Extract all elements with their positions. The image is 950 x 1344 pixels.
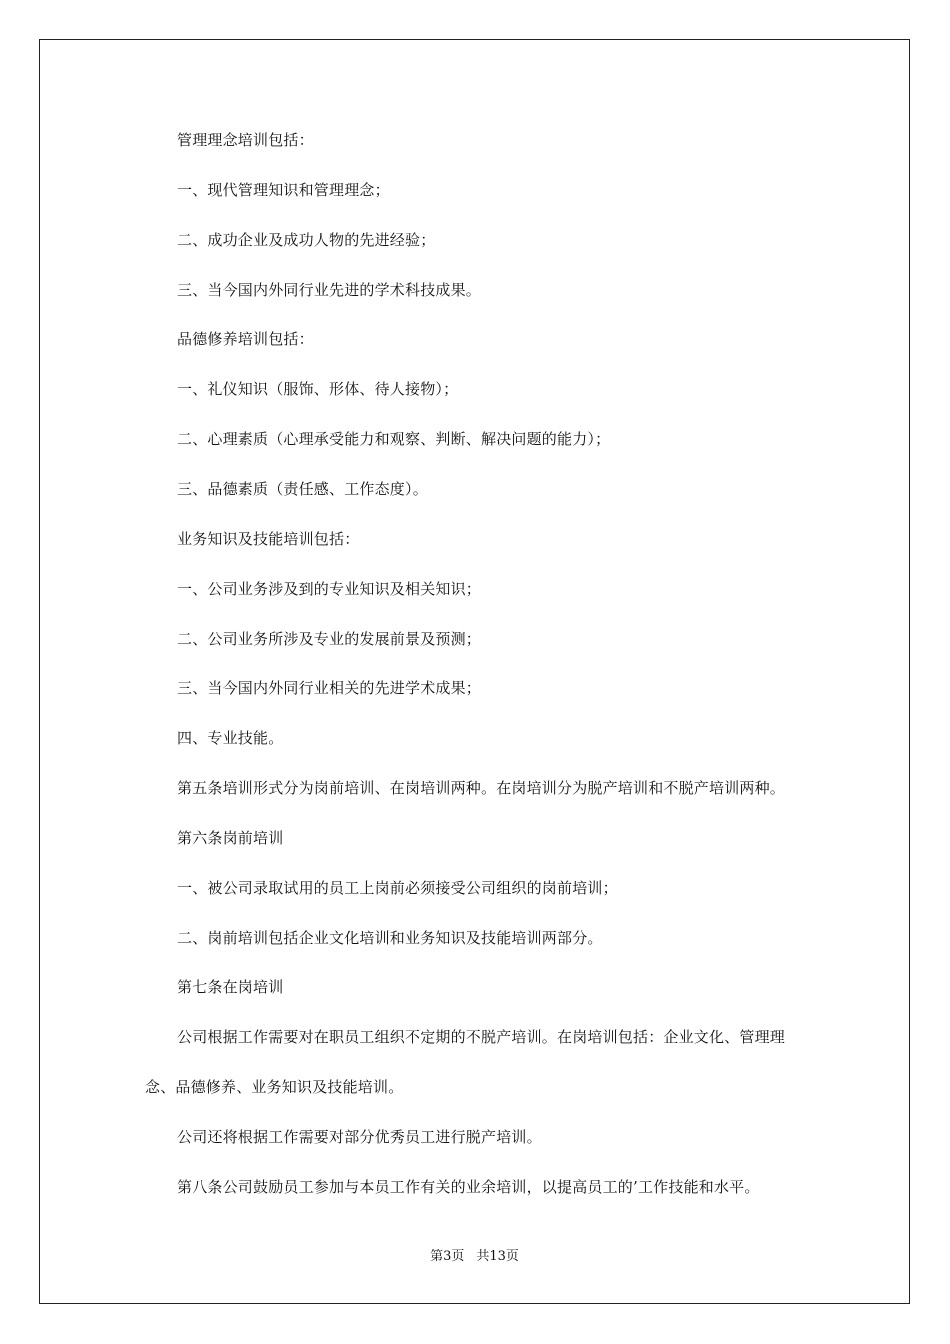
paragraph: 公司根据工作需要对在职员工组织不定期的不脱产培训。在岗培训包括：企业文化、管理理 <box>177 1028 786 1046</box>
paragraph: 业务知识及技能培训包括： <box>177 530 360 548</box>
paragraph: 管理理念培训包括： <box>177 131 314 149</box>
page-number: 第3页 <box>430 1249 465 1264</box>
paragraph: 第五条培训形式分为岗前培训、在岗培训两种。在岗培训分为脱产培训和不脱产培训两种。 <box>177 779 786 797</box>
paragraph: 三、当今国内外同行业先进的学术科技成果。 <box>177 281 482 299</box>
paragraph: 一、礼仪知识（服饰、形体、待人接物）； <box>177 380 459 398</box>
paragraph: 二、公司业务所涉及专业的发展前景及预测； <box>177 630 482 648</box>
paragraph: 第七条在岗培训 <box>177 978 284 996</box>
paragraph: 三、品德素质（责任感、工作态度）。 <box>177 480 428 498</box>
paragraph: 二、成功企业及成功人物的先进经验； <box>177 231 436 249</box>
paragraph: 一、被公司录取试用的员工上岗前必须接受公司组织的岗前培训； <box>177 879 618 897</box>
paragraph: 第八条公司鼓励员工参加与本员工作有关的业余培训，以提高员工的’工作技能和水平。 <box>177 1178 760 1196</box>
paragraph: 一、现代管理知识和管理理念； <box>177 181 390 199</box>
paragraph: 四、专业技能。 <box>177 729 284 747</box>
paragraph: 二、岗前培训包括企业文化培训和业务知识及技能培训两部分。 <box>177 929 603 947</box>
paragraph-continuation: 念、品德修养、业务知识及技能培训。 <box>145 1078 404 1096</box>
page-footer <box>40 1248 909 1266</box>
document-body <box>40 40 909 1303</box>
paragraph: 三、当今国内外同行业相关的先进学术成果； <box>177 679 482 697</box>
page-total: 共13页 <box>476 1249 519 1264</box>
page-frame <box>39 39 910 1304</box>
paragraph: 第六条岗前培训 <box>177 829 284 847</box>
paragraph: 公司还将根据工作需要对部分优秀员工进行脱产培训。 <box>177 1128 542 1146</box>
paragraph: 品德修养培训包括： <box>177 330 314 348</box>
paragraph: 一、公司业务涉及到的专业知识及相关知识； <box>177 580 482 598</box>
paragraph: 二、心理素质（心理承受能力和观察、判断、解决问题的能力）； <box>177 430 611 448</box>
